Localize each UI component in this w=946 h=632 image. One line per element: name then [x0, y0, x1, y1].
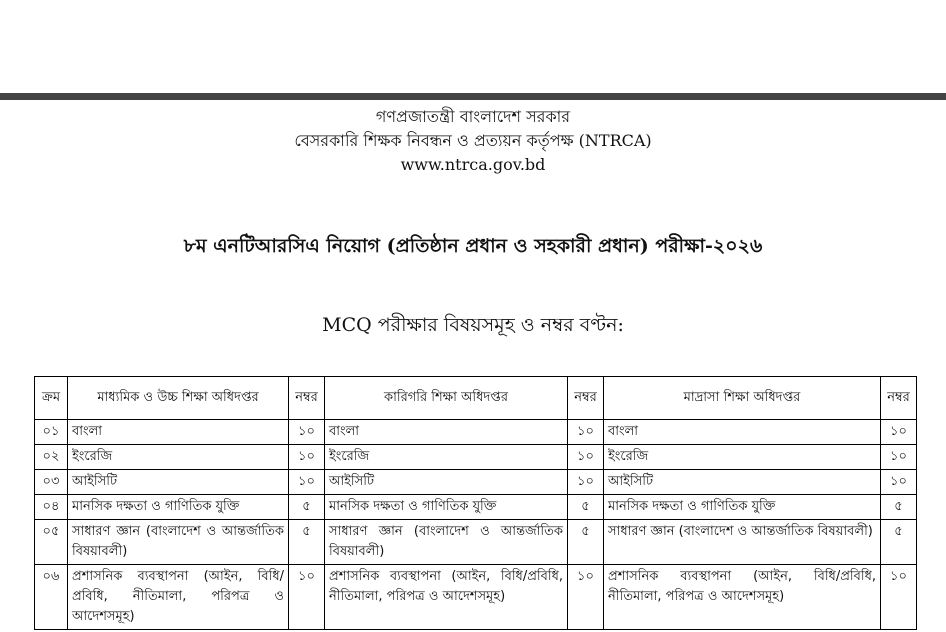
header-secondary: মাধ্যমিক ও উচ্চ শিক্ষা অধিদপ্তর	[68, 377, 289, 420]
exam-title: ৮ম এনটিআরসিএ নিয়োগ (প্রতিষ্ঠান প্রধান ও সহকারী প্রধান) পরীক্ষা-২০২৬	[183, 235, 763, 257]
table-row	[35, 520, 917, 565]
marks-cell: ১০	[568, 470, 604, 495]
table-row	[35, 565, 917, 630]
subject-cell: ইংরেজি	[325, 445, 568, 470]
top-rule	[0, 93, 946, 100]
header-serial: ক্রম	[35, 377, 68, 420]
authority-name: বেসরকারি শিক্ষক নিবন্ধন ও প্রত্যয়ন কর্তৃপক্ষ (NTRCA)	[294, 131, 652, 150]
table-header-row	[35, 377, 917, 420]
marks-cell: ১০	[881, 445, 917, 470]
serial-cell: ০১	[35, 420, 68, 445]
marks-cell: ১০	[881, 470, 917, 495]
serial-cell: ০৪	[35, 495, 68, 520]
subject-cell: আইসিটি	[604, 470, 881, 495]
marks-cell: ১০	[881, 420, 917, 445]
header-madrasa: মাদ্রাসা শিক্ষা অধিদপ্তর	[604, 377, 881, 420]
subject-cell: মানসিক দক্ষতা ও গাণিতিক যুক্তি	[325, 495, 568, 520]
subject-cell: সাধারণ জ্ঞান (বাংলাদেশ ও আন্তর্জাতিক বিষয়াবলী)	[604, 520, 881, 565]
subject-cell: বাংলা	[325, 420, 568, 445]
serial-cell: ০২	[35, 445, 68, 470]
subject-cell: প্রশাসনিক ব্যবস্থাপনা (আইন, বিধি/প্রবিধি, নীতিমালা, পরিপত্র ও আদেশসমূহ)	[604, 565, 881, 630]
header-technical: কারিগরি শিক্ষা অধিদপ্তর	[325, 377, 568, 420]
subject-cell: প্রশাসনিক ব্যবস্থাপনা (আইন, বিধি/প্রবিধি, নীতিমালা, পরিপত্র ও আদেশসমূহ)	[325, 565, 568, 630]
marks-cell: ৫	[289, 495, 325, 520]
serial-cell: ০৫	[35, 520, 68, 565]
marks-cell: ১০	[568, 420, 604, 445]
marks-cell: ৫	[289, 520, 325, 565]
marks-cell: ৫	[881, 520, 917, 565]
marks-distribution-table	[34, 376, 917, 630]
header-marks: নম্বর	[881, 377, 917, 420]
marks-cell: ১০	[289, 420, 325, 445]
marks-cell: ৫	[881, 495, 917, 520]
marks-cell: ১০	[289, 565, 325, 630]
subject-cell: ইংরেজি	[604, 445, 881, 470]
header-marks: নম্বর	[568, 377, 604, 420]
government-name: গণপ্রজাতন্ত্রী বাংলাদেশ সরকার	[375, 107, 571, 126]
table-row	[35, 445, 917, 470]
marks-cell: ১০	[289, 470, 325, 495]
marks-cell: ৫	[568, 495, 604, 520]
distribution-title: MCQ পরীক্ষার বিষয়সমূহ ও নম্বর বণ্টন:	[322, 314, 624, 336]
table-row	[35, 420, 917, 445]
subject-cell: মানসিক দক্ষতা ও গাণিতিক যুক্তি	[68, 495, 289, 520]
marks-cell: ১০	[289, 445, 325, 470]
subject-cell: মানসিক দক্ষতা ও গাণিতিক যুক্তি	[604, 495, 881, 520]
subject-cell: প্রশাসনিক ব্যবস্থাপনা (আইন, বিধি/প্রবিধি, নীতিমালা, পরিপত্র ও আদেশসমূহ)	[68, 565, 289, 630]
serial-cell: ০৩	[35, 470, 68, 495]
subject-cell: আইসিটি	[325, 470, 568, 495]
subject-cell: সাধারণ জ্ঞান (বাংলাদেশ ও আন্তর্জাতিক বিষয়াবলী)	[325, 520, 568, 565]
header-marks: নম্বর	[289, 377, 325, 420]
subject-cell: ইংরেজি	[68, 445, 289, 470]
subject-cell: আইসিটি	[68, 470, 289, 495]
website-text: www.ntrca.gov.bd	[400, 155, 546, 174]
serial-cell: ০৬	[35, 565, 68, 630]
table-row	[35, 470, 917, 495]
marks-cell: ১০	[568, 445, 604, 470]
subject-cell: বাংলা	[68, 420, 289, 445]
subject-cell: সাধারণ জ্ঞান (বাংলাদেশ ও আন্তর্জাতিক বিষয়াবলী)	[68, 520, 289, 565]
marks-cell: ১০	[568, 565, 604, 630]
subject-cell: বাংলা	[604, 420, 881, 445]
marks-cell: ১০	[881, 565, 917, 630]
table-row	[35, 495, 917, 520]
marks-cell: ৫	[568, 520, 604, 565]
